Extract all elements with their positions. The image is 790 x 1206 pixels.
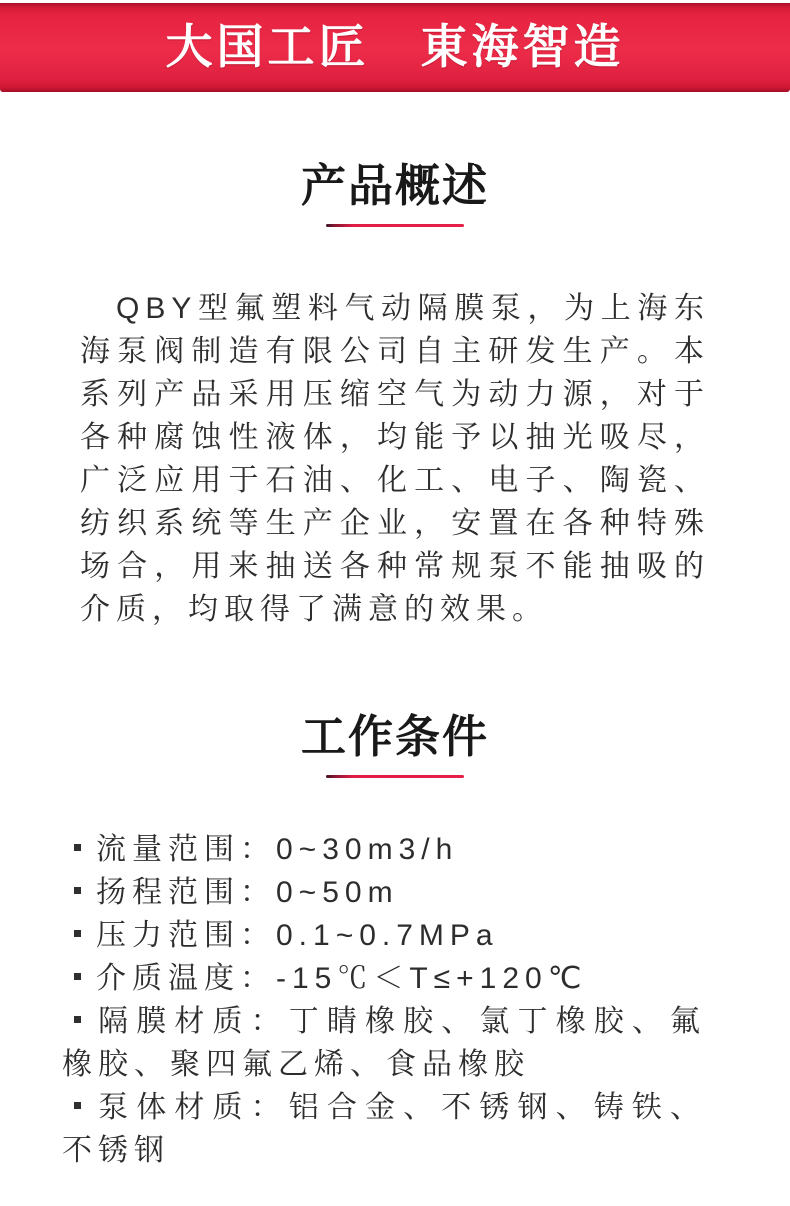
spec-item-diaphragm-material (62, 1000, 706, 1086)
bullet-icon (74, 844, 81, 851)
product-detail-page (0, 3, 790, 1206)
spec-item-text: 泵体材质：铝合金、不锈钢、铸铁、不锈钢 (62, 1090, 706, 1167)
working-conditions-section (0, 711, 790, 1172)
spec-item-pump-body-material (62, 1086, 706, 1172)
spec-item-text: 介质温度：-15℃＜T≤+120℃ (96, 961, 588, 995)
overview-section (0, 160, 790, 631)
spec-item-flow-range (62, 828, 706, 871)
spec-item-pressure-range (62, 914, 706, 957)
overview-paragraph: QBY型氟塑料气动隔膜泵，为上海东海泵阀制造有限公司自主研发生产。本系列产品采用压缩空气为动力源，对于各种腐蚀性液体，均能予以抽光吸尽，广泛应用于石油、化工、电子、陶瓷、纺织系统等生产企业，安置在各种特殊场合，用来抽送各种常规泵不能抽吸的介质，均取得了满意的效果。 (80, 291, 710, 626)
conditions-section-title: 工作条件 (300, 710, 489, 762)
spec-item-head-range (62, 871, 706, 914)
spec-item-text: 扬程范围：0~50m (96, 875, 399, 909)
bullet-icon (74, 1016, 81, 1023)
spec-item-text: 流量范围：0~30m3/h (96, 832, 459, 866)
banner-title: 大国工匠 東海智造 (165, 20, 625, 73)
bullet-icon (74, 1102, 81, 1109)
spec-item-medium-temperature (62, 957, 706, 1000)
spec-item-text: 压力范围：0.1~0.7MPa (96, 918, 499, 952)
title-underline (326, 224, 464, 227)
brand-banner (0, 3, 790, 92)
spec-item-text: 隔膜材质：丁睛橡胶、氯丁橡胶、氟橡胶、聚四氟乙烯、食品橡胶 (62, 1004, 706, 1081)
overview-section-title: 产品概述 (300, 160, 489, 211)
bullet-icon (74, 973, 81, 980)
bullet-icon (74, 887, 81, 894)
spec-list (0, 828, 790, 1172)
title-underline (326, 775, 464, 778)
bullet-icon (74, 930, 81, 937)
